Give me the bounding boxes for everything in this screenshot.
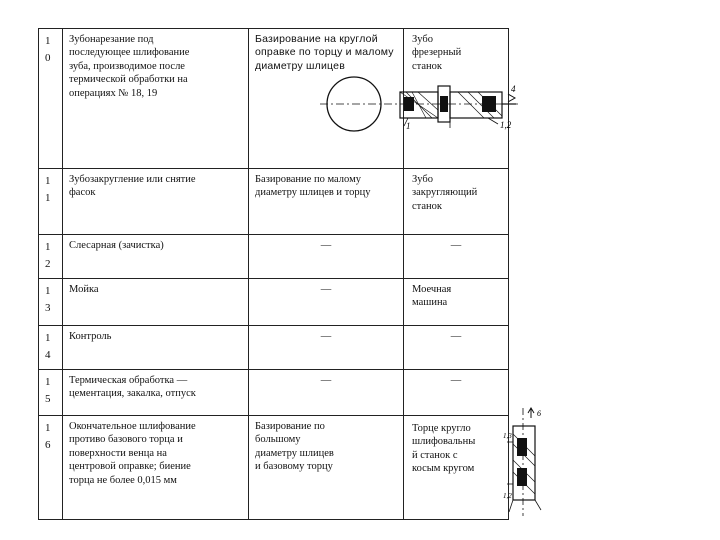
basing-description: — xyxy=(249,235,404,279)
basing-description: Базирование на круглой оправке по торцу и малому диаметру шлицев xyxy=(249,29,404,169)
basing-description: Базирование по большому диаметру шлицев и базовому торцу xyxy=(249,416,404,520)
sketch-label: 1 xyxy=(406,121,411,131)
machine-name: — xyxy=(404,235,509,279)
gear-mandrel-sketch xyxy=(318,72,518,132)
table-row xyxy=(39,416,509,520)
table-row xyxy=(39,235,509,279)
table-row xyxy=(39,370,509,416)
basing-description: — xyxy=(249,326,404,370)
operation-number: 1 0 xyxy=(39,29,63,169)
grinding-sketch xyxy=(503,404,551,520)
table-row xyxy=(39,326,509,370)
machine-name: Моечная машина xyxy=(404,279,509,326)
machine-name: — xyxy=(404,370,509,416)
operation-description: Контроль xyxy=(63,326,249,370)
basing-description: — xyxy=(249,279,404,326)
operation-number: 1 2 xyxy=(39,235,63,279)
basing-description: — xyxy=(249,370,404,416)
operation-description: Мойка xyxy=(63,279,249,326)
operation-description: Зубозакругление или снятие фасок xyxy=(63,169,249,235)
table-row xyxy=(39,279,509,326)
machine-name: Торце кругло шлифовальны й станок с косым кругом xyxy=(404,416,509,520)
operation-number: 1 3 xyxy=(39,279,63,326)
basing-description: Базирование по малому диаметру шлицев и торцу xyxy=(249,169,404,235)
machine-name: — xyxy=(404,326,509,370)
operation-description: Термическая обработка — цементация, закалка, отпуск xyxy=(63,370,249,416)
sketch-label: 1,2 xyxy=(500,120,512,130)
machine-name: Зубо закругляющий станок xyxy=(404,169,509,235)
sketch-label: 1,2 xyxy=(503,492,512,500)
operation-number: 1 6 xyxy=(39,416,63,520)
table-row xyxy=(39,169,509,235)
machine-name: Зубо фрезерный станок xyxy=(404,29,509,169)
operation-description: Слесарная (зачистка) xyxy=(63,235,249,279)
operation-description: Окончательное шлифование противо базового торца и поверхности венца на центровой оправке; биение торца не более 0,015 мм xyxy=(63,416,249,520)
sketch-label: 4 xyxy=(511,84,516,94)
operation-number: 1 4 xyxy=(39,326,63,370)
sketch-label: 1,3 xyxy=(503,432,512,440)
operation-number: 1 5 xyxy=(39,370,63,416)
sketch-label: 6 xyxy=(537,409,541,418)
operation-number: 1 1 xyxy=(39,169,63,235)
operation-description: Зубонарезание под последующее шлифование зуба, производимое после термической обработки на операциях № 18, 19 xyxy=(63,29,249,169)
